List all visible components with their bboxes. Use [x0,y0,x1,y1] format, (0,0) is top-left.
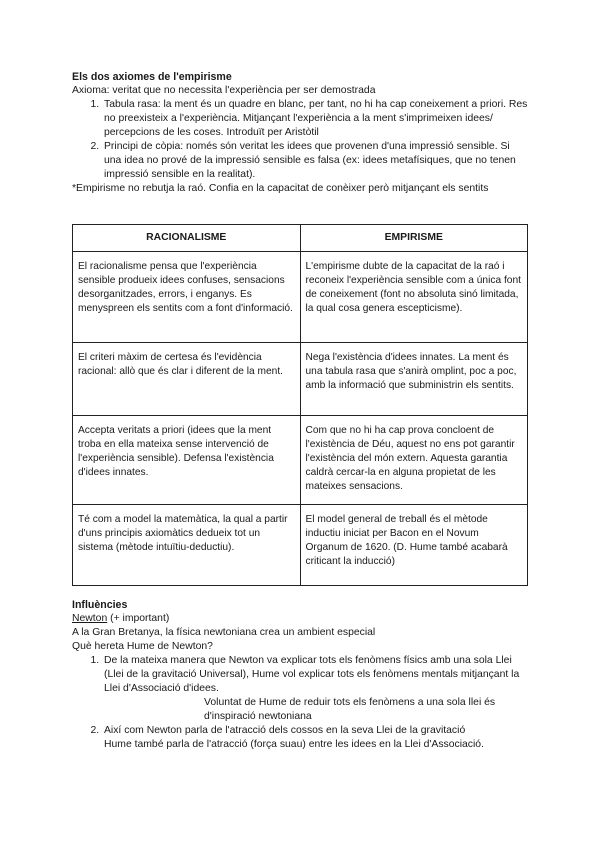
influences-section [72,598,528,752]
table-cell: Com que no hi ha cap prova concloent de l'existència de Déu, aquest no ens pot garantir l'existència del món extern. Aquesta garantia caldrà cercar-la en alguna propietat de les mateixes sensacions. [300,416,528,505]
table-cell: Nega l'existència d'idees innates. La ment és una tabula rasa que s'anirà omplint, poc a poc, amb la informació que subministrin els sentits. [300,343,528,416]
influences-line-2: Què hereta Hume de Newton? [72,641,213,652]
newton-link[interactable]: Newton [72,613,108,624]
list-item-text: De la mateixa manera que Newton va explicar tots els fenòmens físics amb una sola Llei (Llei de la gravitació Universal), Hume vol explicar tots els fenòmens mentals mitjançant la Llei d'Associació d'idees. [104,655,520,694]
list-item-note: Voluntat de Hume de reduir tots els fenòmens a una sola llei és d'inspiració newtoniana [204,697,496,722]
table-cell: El criteri màxim de certesa és l'evidència racional: allò que és clar i diferent de la ment. [73,343,301,416]
newton-suffix: (+ important) [107,613,170,624]
list-item: 2. Així com Newton parla de l'atracció dels cossos en la seva Llei de la gravitació [102,724,528,738]
table-cell: Té com a model la matemàtica, la qual a partir d'uns principis axiomàtics dedueix tot un sistema (mètode intuïtiu-deductiu). [73,505,301,586]
list-item-continuation: Hume també parla de l'atracció (força suau) entre les idees en la Llei d'Associació. [104,739,484,750]
table-cell: El racionalisme pensa que l'experiència sensible produeix idees confuses, sensacions desorganitzades, errors, i enganys. Es menyspreen els sentits com a font d'informació. [73,252,301,343]
axiom-definition: Axioma: veritat que no necessita l'experiència per ser demostrada [72,85,376,96]
list-item: 2. Principi de còpia: només són veritat les idees que provenen d'una impressió sensible. Si una idea no prové de la impressió sensible es falsa (ex: idees metafísiques, que no tenen impressió sensible en la realitat). [102,140,528,182]
table-row [73,252,528,343]
influences-line-1: A la Gran Bretanya, la física newtoniana crea un ambient especial [72,627,376,638]
comparison-table [72,224,528,586]
list-item [102,654,528,724]
table-cell: L'empirisme dubte de la capacitat de la raó i reconeix l'experiència sensible com a única font de coneixement (font no absoluta sinó limitada, la qual cosa genera escepticisme). [300,252,528,343]
section-title: Els dos axiomes de l'empirisme [72,71,232,83]
newton-line [72,612,528,626]
header-racionalisme: RACIONALISME [73,225,301,252]
document-page [72,70,528,752]
table-cell: El model general de treball és el mètode inductiu iniciat per Bacon en el Novum Organum de 1620. (D. Hume també acabarà criticant la inducció) [300,505,528,586]
table-header-row [73,225,528,252]
table-row [73,416,528,505]
axiom-list [72,98,528,182]
header-empirisme: EMPIRISME [300,225,528,252]
empirism-note: *Empirisme no rebutja la raó. Confia en la capacitat de conèixer però mitjançant els sentits [72,183,489,194]
influences-heading: Influències [72,599,128,611]
table-row [73,343,528,416]
table-cell: Accepta veritats a priori (idees que la ment troba en ella mateixa sense intervenció de l'experiència sensible). Defensa l'existència d'idees innates. [73,416,301,505]
influences-list [72,654,528,738]
list-item: 1. Tabula rasa: la ment és un quadre en blanc, per tant, no hi ha cap coneixement a priori. Res no preexisteix a l'experiència. Mitjançant l'experiència a la ment s'imprimeixen idees/ percepcions de les coses. Introduït per Aristòtil [102,98,528,140]
table-row [73,505,528,586]
